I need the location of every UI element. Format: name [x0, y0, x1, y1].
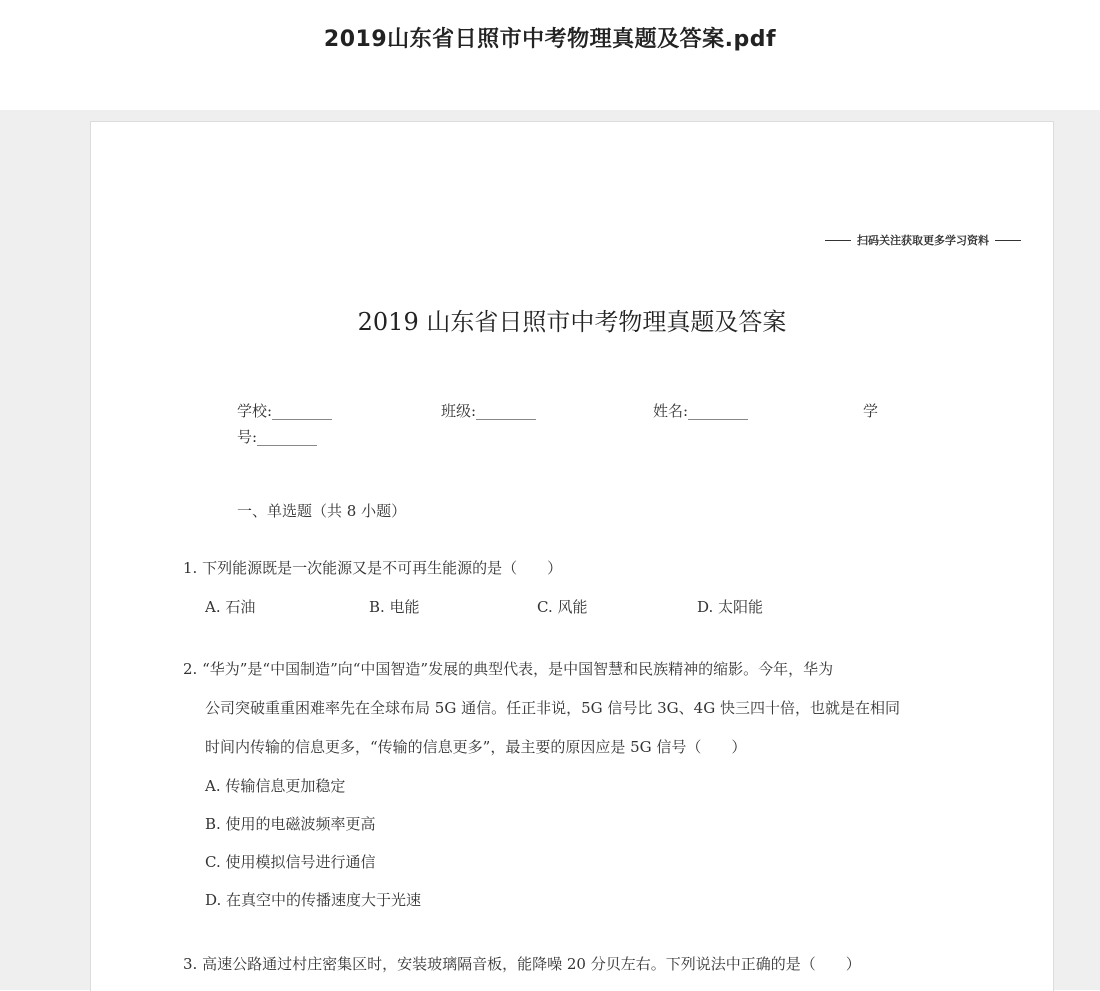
field-school: 学校:________ — [237, 402, 333, 420]
q2-option-a: A. 传输信息更加稳定 — [205, 777, 346, 795]
exam-title: 2019 山东省日照市中考物理真题及答案 — [357, 308, 787, 336]
pdf-page — [90, 121, 1054, 991]
q1-option-d: D. 太阳能 — [697, 598, 764, 616]
q1-option-a: A. 石油 — [205, 598, 256, 616]
q1-option-b: B. 电能 — [369, 598, 420, 616]
q3-stem: 3. 高速公路通过村庄密集区时，安装玻璃隔音板，能降噪 20 分贝左右。下列说法中正确的是（ ） — [183, 955, 861, 973]
field-number-part1: 学 — [863, 402, 879, 420]
header-rule-left — [825, 240, 851, 241]
field-name: 姓名:________ — [653, 402, 749, 420]
q2-option-d: D. 在真空中的传播速度大于光速 — [205, 891, 422, 909]
q2-option-b: B. 使用的电磁波频率更高 — [205, 815, 376, 833]
q2-stem-line-3: 时间内传输的信息更多，“传输的信息更多”，最主要的原因应是 5G 信号（ ） — [205, 738, 747, 756]
viewer-header — [0, 0, 1100, 110]
header-rule-right — [995, 240, 1021, 241]
q2-stem-line-1: 2. “华为”是“中国制造”向“中国智造”发展的典型代表，是中国智慧和民族精神的缩影。今年，华为 — [183, 660, 834, 678]
q2-stem-line-2: 公司突破重重困难率先在全球布局 5G 通信。任正非说，5G 信号比 3G、4G 快三四十倍，也就是在相同 — [205, 699, 900, 717]
q1-stem: 1. 下列能源既是一次能源又是不可再生能源的是（ ） — [183, 559, 563, 577]
q1-option-c: C. 风能 — [537, 598, 588, 616]
field-number-part2: 号:________ — [237, 428, 318, 446]
file-title: 2019山东省日照市中考物理真题及答案.pdf — [323, 27, 777, 52]
field-class: 班级:________ — [441, 402, 537, 420]
header-note — [819, 232, 1027, 248]
section-heading: 一、单选题（共 8 小题） — [237, 502, 407, 520]
header-note-text: 扫码关注获取更多学习资料 — [857, 234, 989, 247]
q2-option-c: C. 使用模拟信号进行通信 — [205, 853, 376, 871]
